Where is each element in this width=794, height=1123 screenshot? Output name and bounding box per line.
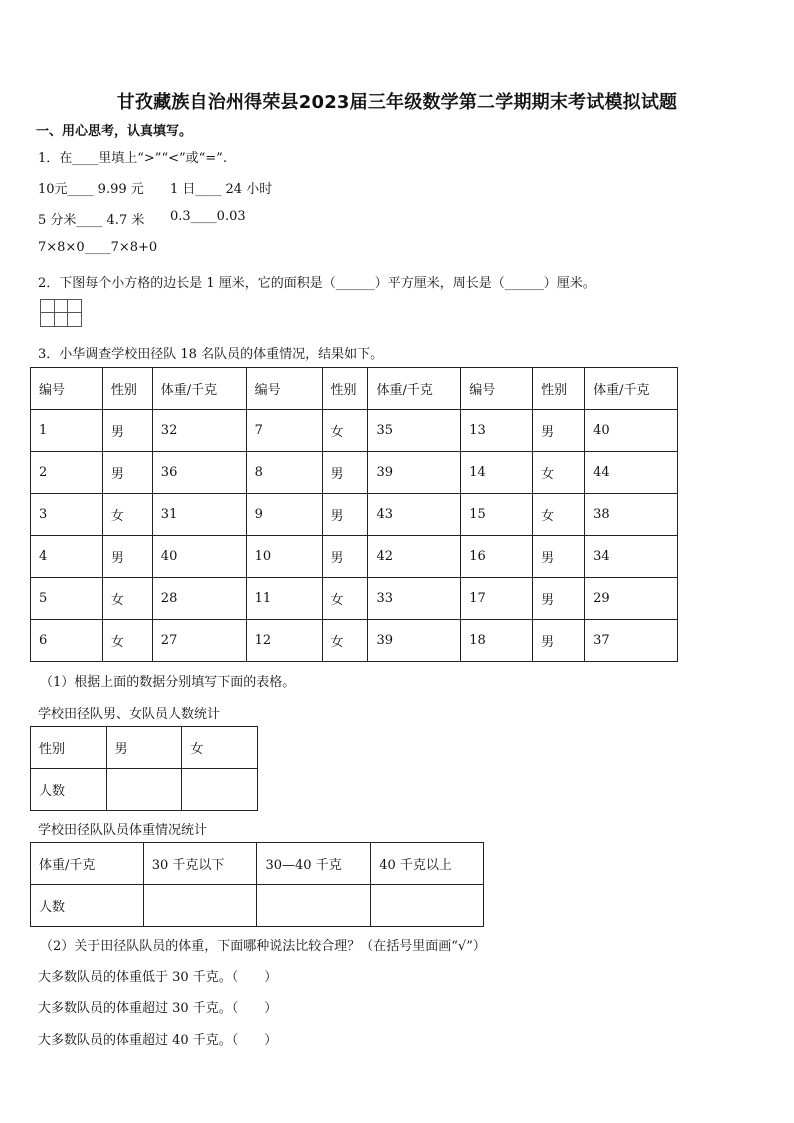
table-cell: 31 xyxy=(152,494,246,536)
question-3-prompt: 3．小华调查学校田径队 18 名队员的体重情况，结果如下。 xyxy=(38,347,384,362)
table-cell: 38 xyxy=(585,494,678,536)
table-cell: 女 xyxy=(182,727,258,769)
table-cell: 37 xyxy=(585,620,678,662)
table-cell: 27 xyxy=(152,620,246,662)
answer-cell[interactable] xyxy=(182,769,258,811)
q1-item: 7×8×0____7×8+0 xyxy=(38,240,158,255)
table-cell: 女 xyxy=(533,494,585,536)
q1-item: 10元____ 9.99 元 xyxy=(38,182,144,197)
table-cell: 8 xyxy=(246,452,322,494)
table-header-cell: 体重/千克 xyxy=(585,368,678,410)
table-cell: 14 xyxy=(461,452,533,494)
table-cell: 11 xyxy=(246,578,322,620)
table-header-row xyxy=(31,368,678,410)
q1-item: 5 分米____ 4.7 米 xyxy=(38,213,145,228)
table-cell: 女 xyxy=(102,620,152,662)
table-row xyxy=(31,410,678,452)
table-cell: 女 xyxy=(102,494,152,536)
square-grid-figure xyxy=(40,299,82,327)
table-cell: 30—40 千克 xyxy=(257,843,371,885)
question-2-prompt: 2．下图每个小方格的边长是 1 厘米，它的面积是（______）平方厘米，周长是（______）厘米。 xyxy=(38,276,596,291)
sub-question-1: （1）根据上面的数据分别填写下面的表格。 xyxy=(40,675,296,690)
table-cell: 人数 xyxy=(31,885,144,927)
q1-item: 0.3____0.03 xyxy=(170,209,246,224)
answer-cell[interactable] xyxy=(257,885,371,927)
weight-data-table xyxy=(30,367,678,662)
table-header-cell: 编号 xyxy=(246,368,322,410)
option-item[interactable]: 大多数队员的体重超过 40 千克。（ ） xyxy=(38,1033,278,1048)
table3-caption: 学校田径队队员体重情况统计 xyxy=(38,823,208,838)
table-row xyxy=(31,452,678,494)
table-cell: 男 xyxy=(322,494,368,536)
table-header-cell: 编号 xyxy=(461,368,533,410)
table-cell: 人数 xyxy=(31,769,107,811)
section-heading: 一、用心思考，认真填写。 xyxy=(36,124,193,139)
table-cell: 男 xyxy=(102,536,152,578)
table-cell: 43 xyxy=(368,494,461,536)
table-cell: 15 xyxy=(461,494,533,536)
table-cell: 13 xyxy=(461,410,533,452)
table-cell: 39 xyxy=(368,620,461,662)
table-cell: 女 xyxy=(102,578,152,620)
table-cell: 体重/千克 xyxy=(31,843,144,885)
table-cell: 男 xyxy=(533,578,585,620)
table-header-cell: 性别 xyxy=(102,368,152,410)
table-cell: 4 xyxy=(31,536,103,578)
table-cell: 男 xyxy=(533,536,585,578)
table-cell: 16 xyxy=(461,536,533,578)
table-cell: 42 xyxy=(368,536,461,578)
table-cell: 40 xyxy=(585,410,678,452)
table-cell: 男 xyxy=(322,536,368,578)
table-row xyxy=(31,536,678,578)
table-cell: 44 xyxy=(585,452,678,494)
table-cell: 36 xyxy=(152,452,246,494)
table-cell: 34 xyxy=(585,536,678,578)
q1-item: 1 日____ 24 小时 xyxy=(170,182,273,197)
table-cell: 32 xyxy=(152,410,246,452)
table-cell: 5 xyxy=(31,578,103,620)
table-cell: 9 xyxy=(246,494,322,536)
gender-count-table xyxy=(30,726,258,811)
table-cell: 18 xyxy=(461,620,533,662)
sub-question-2: （2）关于田径队队员的体重，下面哪种说法比较合理？（在括号里面画“√”） xyxy=(40,939,486,954)
table-cell: 性别 xyxy=(31,727,107,769)
table-cell: 17 xyxy=(461,578,533,620)
table-header-cell: 编号 xyxy=(31,368,103,410)
question-1-prompt: 1．在____里填上“>”“<”或“=”. xyxy=(38,151,227,166)
table-cell: 40 千克以上 xyxy=(371,843,484,885)
option-item[interactable]: 大多数队员的体重低于 30 千克。（ ） xyxy=(38,970,278,985)
table-cell: 男 xyxy=(102,452,152,494)
table-cell: 30 千克以下 xyxy=(143,843,257,885)
table-cell: 6 xyxy=(31,620,103,662)
table-cell: 2 xyxy=(31,452,103,494)
table-cell: 10 xyxy=(246,536,322,578)
answer-cell[interactable] xyxy=(143,885,257,927)
page-title: 甘孜藏族自治州得荣县2023届三年级数学第二学期期末考试模拟试题 xyxy=(116,92,678,113)
table-cell: 12 xyxy=(246,620,322,662)
table-cell: 33 xyxy=(368,578,461,620)
table2-caption: 学校田径队男、女队员人数统计 xyxy=(38,707,221,722)
table-cell: 3 xyxy=(31,494,103,536)
table-row xyxy=(31,620,678,662)
table-header-cell: 体重/千克 xyxy=(152,368,246,410)
table-cell: 男 xyxy=(102,410,152,452)
table-cell: 女 xyxy=(533,452,585,494)
table-header-cell: 体重/千克 xyxy=(368,368,461,410)
table-header-cell: 性别 xyxy=(533,368,585,410)
table-cell: 男 xyxy=(106,727,182,769)
table-row xyxy=(31,494,678,536)
table-cell: 女 xyxy=(322,410,368,452)
table-cell: 女 xyxy=(322,620,368,662)
table-header-cell: 性别 xyxy=(322,368,368,410)
table-cell: 29 xyxy=(585,578,678,620)
table-row xyxy=(31,578,678,620)
table-cell: 40 xyxy=(152,536,246,578)
answer-cell[interactable] xyxy=(371,885,484,927)
answer-cell[interactable] xyxy=(106,769,182,811)
option-item[interactable]: 大多数队员的体重超过 30 千克。（ ） xyxy=(38,1001,278,1016)
table-cell: 男 xyxy=(533,410,585,452)
table-cell: 1 xyxy=(31,410,103,452)
weight-range-table xyxy=(30,842,484,927)
table-cell: 35 xyxy=(368,410,461,452)
table-cell: 女 xyxy=(322,578,368,620)
table-cell: 男 xyxy=(533,620,585,662)
table-cell: 男 xyxy=(322,452,368,494)
table-cell: 28 xyxy=(152,578,246,620)
table-cell: 39 xyxy=(368,452,461,494)
table-cell: 7 xyxy=(246,410,322,452)
